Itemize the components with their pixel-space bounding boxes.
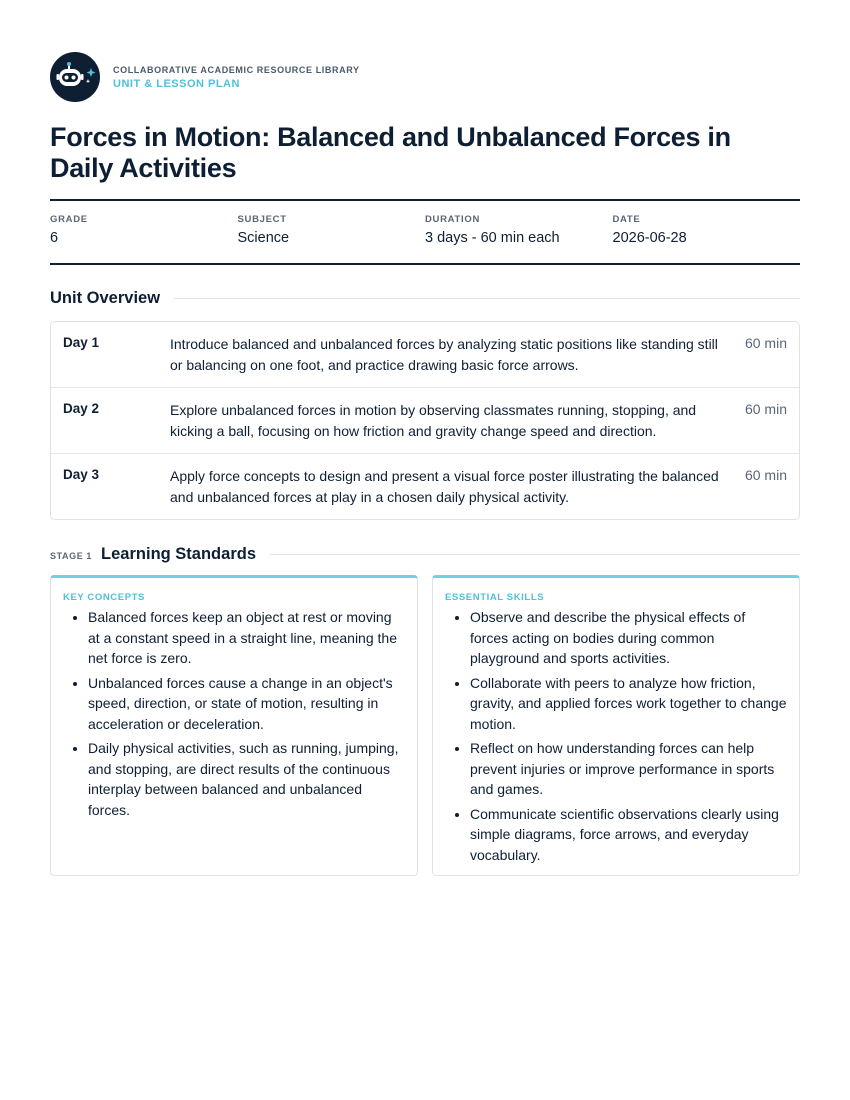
- day-description: Explore unbalanced forces in motion by observing classmates running, stopping, and kicking a ball, focusing on how friction and gravity change speed and direction.: [170, 402, 697, 439]
- day-duration: 60 min: [744, 401, 787, 417]
- day-row: [51, 453, 799, 519]
- stage-label: STAGE 1: [50, 550, 93, 561]
- meta-value: 6: [50, 230, 59, 246]
- robot-icon: [50, 52, 100, 102]
- meta-label: DURATION: [425, 214, 481, 225]
- unit-overview-heading: [50, 287, 800, 309]
- meta-date: [613, 201, 801, 263]
- list-item: • Observe and describe the physical effects of forces acting on bodies during common playground and sports activities.: [470, 607, 787, 669]
- lesson-plan-page: [50, 52, 800, 876]
- day-label: Day 1: [63, 335, 100, 350]
- list-item: • Reflect on how understanding forces can help prevent injuries or improve performance in sports and games.: [470, 738, 787, 800]
- day-description: Apply force concepts to design and present a visual force poster illustrating the balanced and unbalanced forces at play in a chosen daily physical activity.: [170, 468, 719, 505]
- meta-subject: [238, 201, 426, 263]
- day-description: Introduce balanced and unbalanced forces by analyzing static positions like standing still or balancing on one foot, and practice drawing basic force arrows.: [170, 336, 718, 373]
- section-title: Learning Standards: [101, 544, 256, 563]
- meta-label: GRADE: [50, 214, 88, 225]
- meta-label: DATE: [612, 214, 641, 225]
- day-duration: 60 min: [744, 335, 787, 351]
- learning-standards-heading: [50, 543, 800, 565]
- meta-label: SUBJECT: [237, 214, 287, 225]
- page-title: Forces in Motion: Balanced and Unbalanced Forces in Daily Activities: [50, 122, 731, 183]
- list-item: • Balanced forces keep an object at rest or moving at a constant speed in a straight line, meaning the net force is zero.: [88, 607, 405, 669]
- card-label: KEY CONCEPTS: [63, 592, 145, 603]
- meta-value: 2026-06-28: [612, 230, 687, 246]
- day-row: [51, 387, 799, 453]
- divider: [270, 554, 800, 555]
- meta-value: 3 days - 60 min each: [425, 230, 560, 246]
- day-label: Day 3: [63, 467, 100, 482]
- library-name: COLLABORATIVE ACADEMIC RESOURCE LIBRARY: [113, 64, 360, 75]
- meta-bar: [50, 199, 800, 265]
- list-item: • Unbalanced forces cause a change in an object's speed, direction, or state of motion, resulting in acceleration or deceleration.: [88, 673, 405, 735]
- day-label: Day 2: [63, 401, 100, 416]
- section-title: Unit Overview: [50, 288, 161, 307]
- divider: [174, 298, 800, 299]
- day-row: [51, 322, 799, 387]
- list-item: • Daily physical activities, such as running, jumping, and stopping, are direct results of the continuous interplay between balanced and unbalanced forces.: [88, 738, 405, 820]
- day-schedule: [50, 321, 800, 520]
- standards-columns: [50, 575, 800, 876]
- essential-skills-list: [445, 607, 787, 865]
- document-type: UNIT & LESSON PLAN: [113, 77, 240, 90]
- brand-header: [50, 52, 800, 102]
- card-label: ESSENTIAL SKILLS: [445, 592, 545, 603]
- meta-value: Science: [237, 230, 290, 246]
- key-concepts-list: [63, 607, 405, 820]
- meta-grade: [50, 201, 238, 263]
- key-concepts-card: [50, 575, 418, 876]
- essential-skills-card: [432, 575, 800, 876]
- day-duration: 60 min: [744, 467, 787, 483]
- list-item: • Collaborate with peers to analyze how friction, gravity, and applied forces work together to change motion.: [470, 673, 787, 735]
- list-item: • Communicate scientific observations clearly using simple diagrams, force arrows, and everyday vocabulary.: [470, 804, 787, 866]
- meta-duration: [425, 201, 613, 263]
